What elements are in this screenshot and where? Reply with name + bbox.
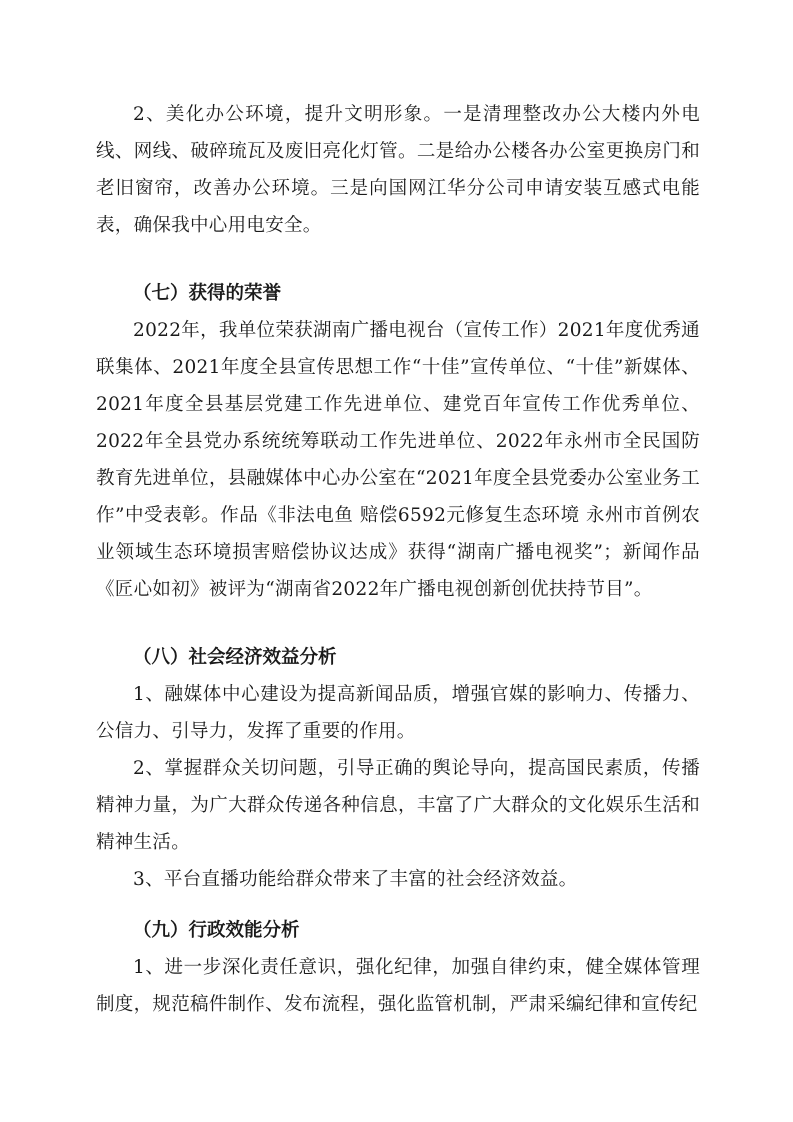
benefit-section xyxy=(96,639,700,898)
paragraph-office-environment: 2、美化办公环境，提升文明形象。一是清理整改办公大楼内外电线、网线、破碎琉瓦及废旧亮化灯管。二是给办公楼各办公室更换房门和老旧窗帘，改善办公环境。三是向国网江华分公司申请安装互感式电能表，确保我中心用电安全。 xyxy=(96,104,700,236)
paragraph-honors: 2022年，我单位荣获湖南广播电视台（宣传工作）2021年度优秀通联集体、2021年度全县宣传思想工作“十佳”宣传单位、“十佳”新媒体、2021年度全县基层党建工作先进单位、建党百年宣传工作优秀单位、2022年全县党办系统统筹联动工作先进单位、2022年永州市全民国防教育先进单位，县融媒体中心办公室在“2021年度全县党委办公室业务工作”中受表彰。作品《非法电鱼 赔偿6592元修复生态环境 永州市首例农业领域生态环境损害赔偿协议达成》获得“湖南广播电视奖”；新闻作品《匠心如初》被评为“湖南省2022年广播电视创新创优扶持节目”。 xyxy=(96,320,700,600)
admin-section xyxy=(96,912,700,1023)
paragraph-admin-1: 1、进一步深化责任意识，强化纪律，加强自律约束，健全媒体管理制度，规范稿件制作、发布流程，强化监管机制，严肃采编纪律和宣传纪 xyxy=(96,957,700,1015)
paragraph-benefit-1: 1、融媒体中心建设为提高新闻品质，增强官媒的影响力、传播力、公信力、引导力，发挥了重要的作用。 xyxy=(96,684,700,742)
heading-benefit-analysis: （八）社会经济效益分析 xyxy=(133,647,337,668)
paragraph-benefit-2: 2、掌握群众关切问题，引导正确的舆论导向，提高国民素质，传播精神力量，为广大群众传递各种信息，丰富了广大群众的文化娱乐生活和精神生活。 xyxy=(96,758,700,853)
paragraph-benefit-3: 3、平台直播功能给群众带来了丰富的社会经济效益。 xyxy=(133,869,578,890)
heading-admin-efficiency: （九）行政效能分析 xyxy=(133,920,300,941)
office-section xyxy=(96,96,700,244)
heading-honors: （七）获得的荣誉 xyxy=(133,283,282,304)
honors-section xyxy=(96,275,700,608)
